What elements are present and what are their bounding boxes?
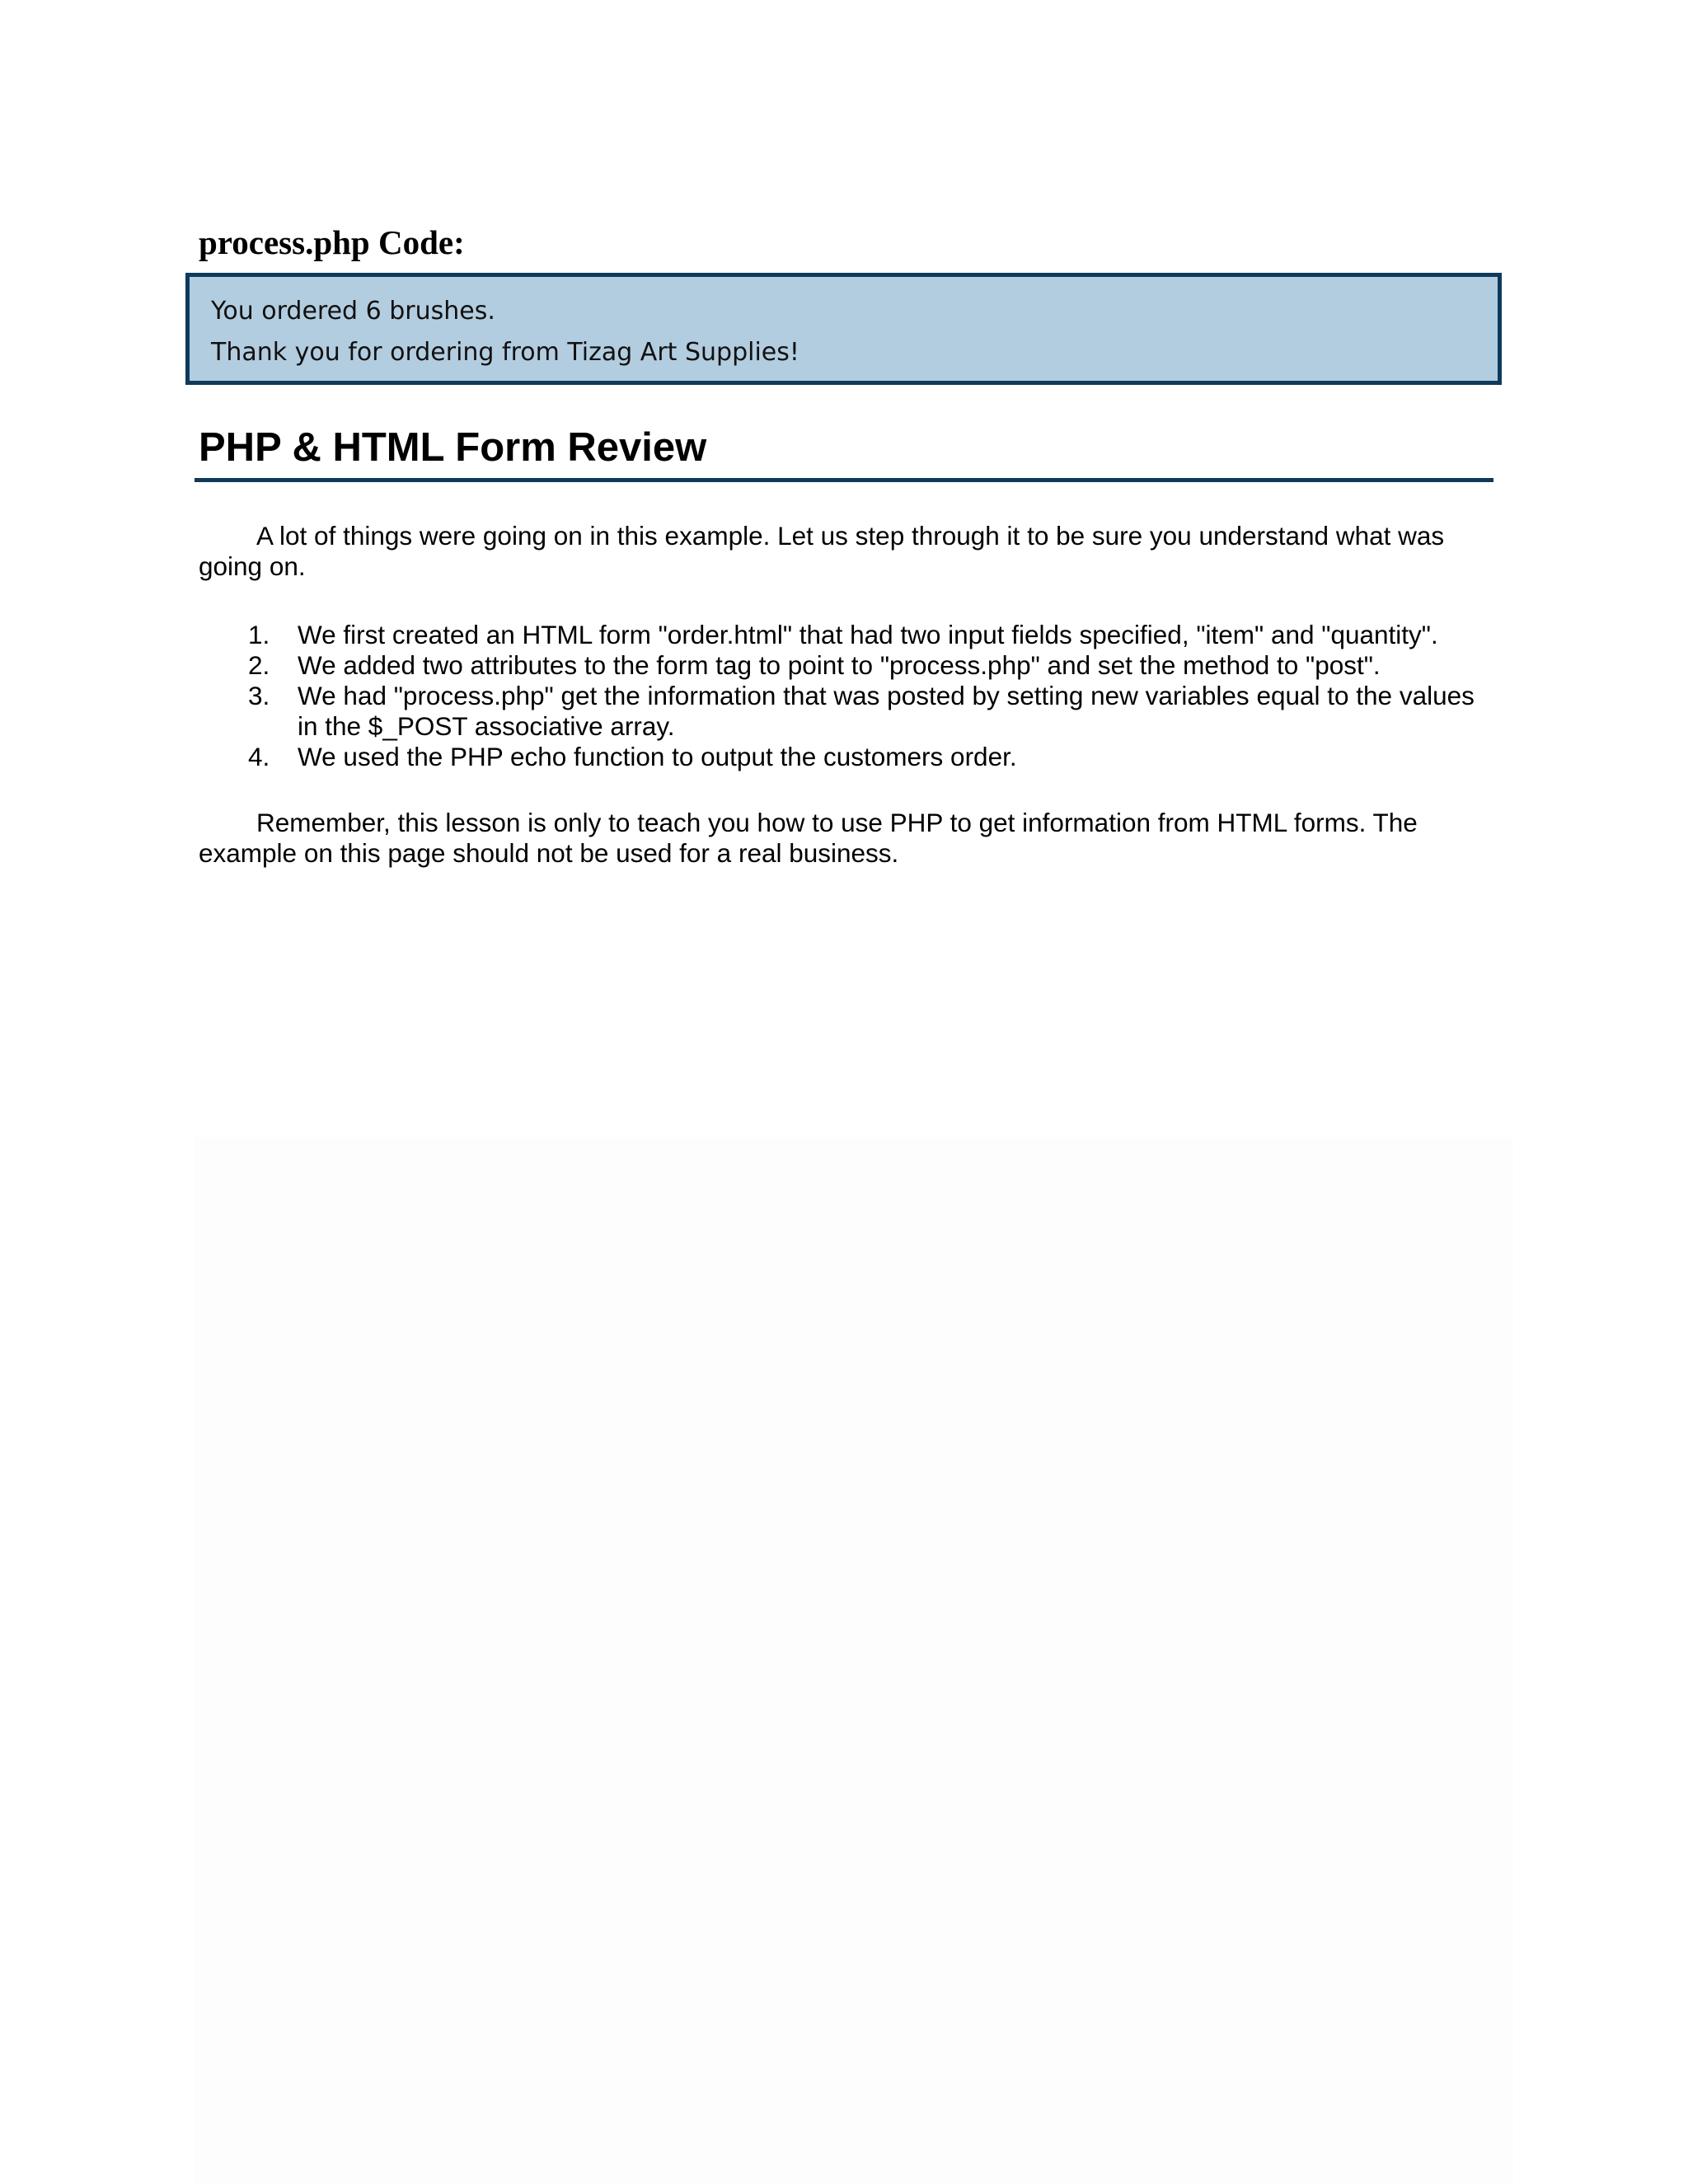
list-item-text: We had "process.php" get the information that was posted by setting new variables equal to the values in the $_POST associative array.: [298, 681, 1475, 741]
code-heading: process.php Code:: [199, 223, 465, 261]
list-item-number: 2.: [248, 650, 270, 680]
list-item: [199, 620, 1501, 650]
intro-paragraph: A lot of things were going on in this example. Let us step through it to be sure you understand what was going on.: [199, 521, 1445, 581]
list-item-text: We first created an HTML form "order.html" that had two input fields specified, "item" and "quantity".: [298, 620, 1438, 649]
review-steps-list: [199, 620, 1501, 772]
output-line-order: You ordered 6 brushes.: [211, 297, 495, 326]
list-item-text: We used the PHP echo function to output the customers order.: [298, 742, 1017, 771]
list-item: [199, 681, 1501, 742]
section-divider: [195, 478, 1493, 482]
code-output-box: [185, 273, 1502, 385]
section-heading: PHP & HTML Form Review: [199, 425, 707, 470]
list-item-number: 4.: [248, 742, 270, 771]
closing-paragraph: Remember, this lesson is only to teach you how to use PHP to get information from HTML forms. The example on this page should not be used for a real business.: [199, 808, 1418, 868]
list-item-number: 3.: [248, 681, 270, 710]
list-item: [199, 650, 1501, 681]
list-item-number: 1.: [248, 620, 270, 649]
list-item: [199, 742, 1501, 772]
list-item-text: We added two attributes to the form tag to point to "process.php" and set the method to "post".: [298, 650, 1381, 680]
output-line-thanks: Thank you for ordering from Tizag Art Supplies!: [211, 338, 799, 367]
page-background-shade: [195, 1137, 1513, 2184]
